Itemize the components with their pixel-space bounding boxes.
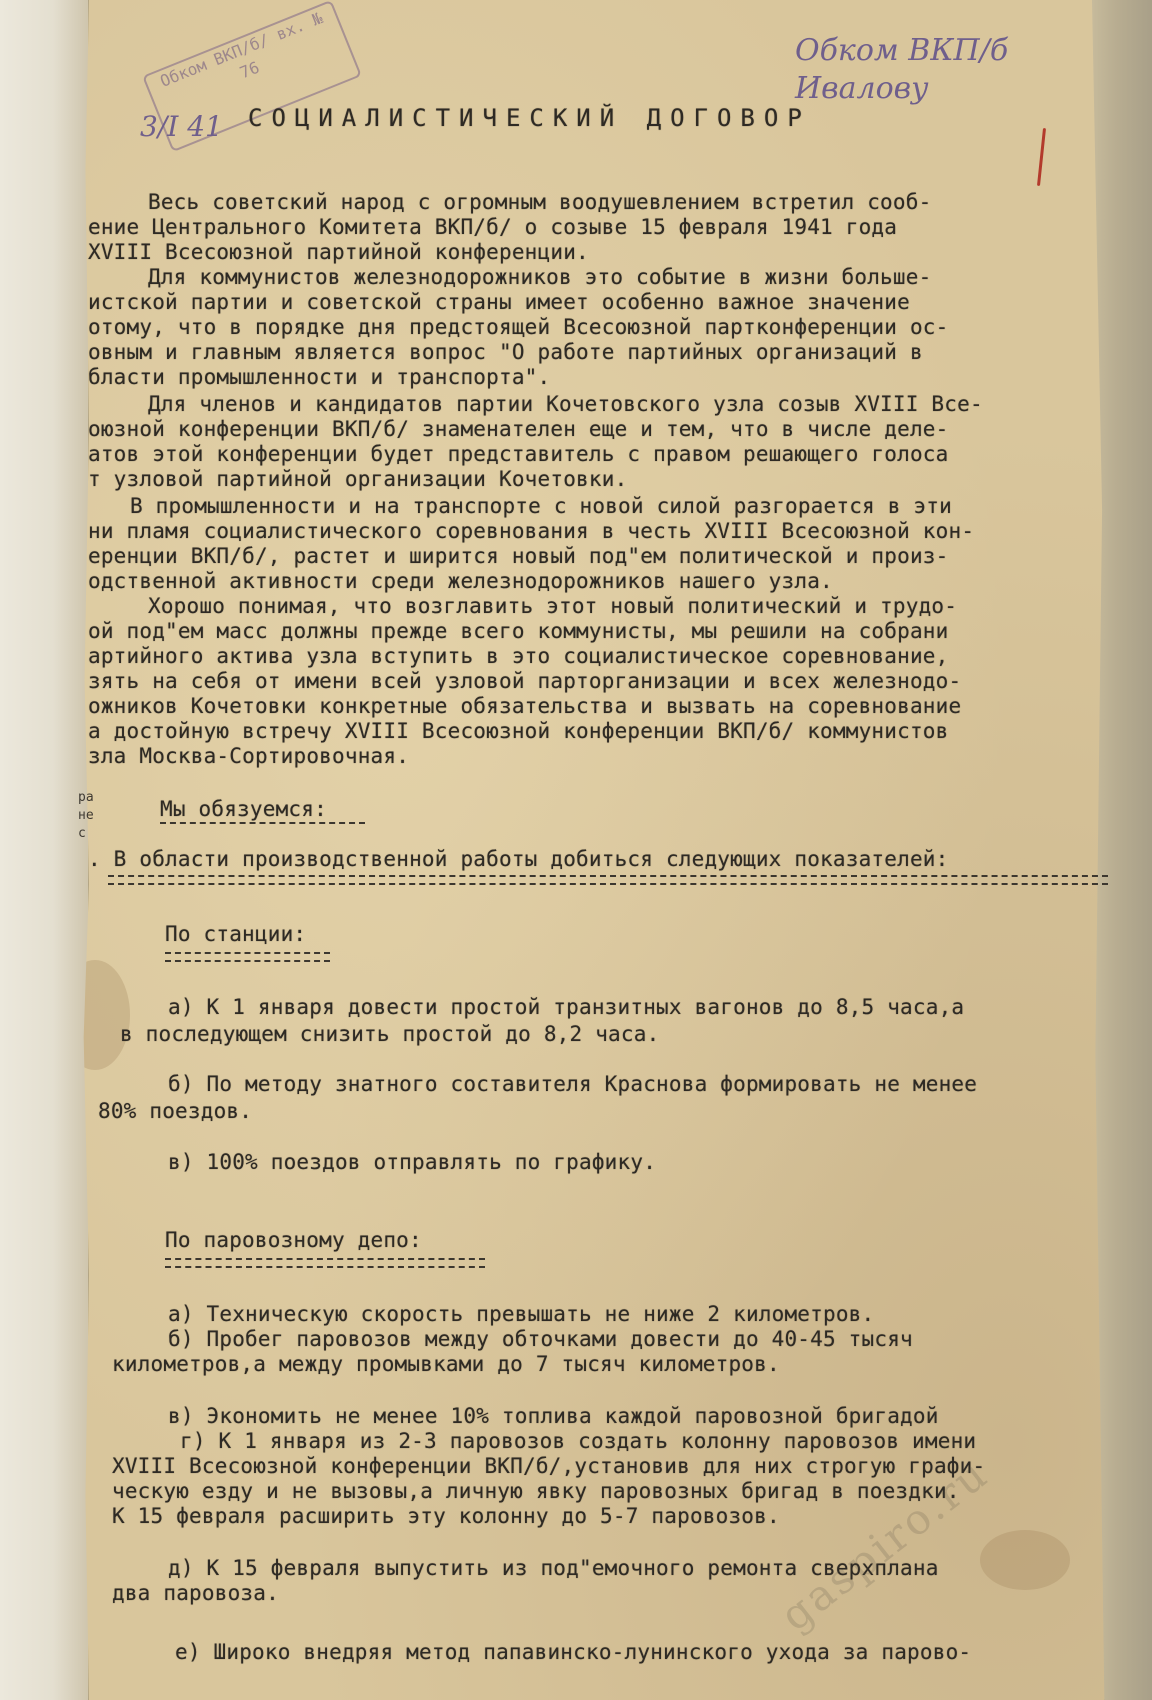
handwritten-number: 3/I 41 [140,110,223,143]
section-underline [108,875,1108,885]
obligation-heading: Мы обязуемся: [160,797,327,821]
text-line: Для коммунистов железнодорожников это событие в жизни больше- [148,265,932,289]
margin-fragment: ра [78,790,94,805]
text-line: ожников Кочетовки конкретные обязательства и вызвать на соревнование [88,694,962,718]
text-line: XVIII Всесоюзной конференции ВКП/б/,установив для них строгую графи- [112,1454,986,1478]
binding-strip [0,0,89,1700]
text-line: а) Техническую скорость превышать не ниже 2 километров. [168,1302,875,1326]
text-line: т узловой партийной организации Кочетовки. [88,467,628,491]
text-line: одственной активности среди железнодорожников нашего узла. [88,569,833,593]
text-line: еренции ВКП/б/, растет и ширится новый под"ем политической и произ- [88,544,949,568]
text-line: В промышленности и на транспорте с новой силой разгорается в эти [130,494,952,518]
text-line: в последующем снизить простой до 8,2 часа. [120,1022,660,1046]
depot-heading: По паровозному депо: [165,1228,422,1252]
text-line: XVIII Всесоюзной партийной конференции. [88,240,589,264]
text-line: в) 100% поездов отправлять по графику. [168,1150,657,1174]
text-line: Весь советский народ с огромным воодушевлением встретил сооб- [148,190,932,214]
text-line: К 15 февраля расширить эту колонну до 5-7 паровозов. [112,1504,780,1528]
text-line: артийного актива узла вступить в это социалистическое соревнование, [88,644,949,668]
text-line: а) К 1 января довести простой транзитных вагонов до 8,5 часа,а [168,995,965,1019]
margin-fragment: не [78,808,94,823]
section-heading: . В области производственной работы добиться следующих показателей: [88,847,949,871]
handwritten-header: Обком ВКП/б Ивалову [795,33,1009,106]
registration-stamp: Обком ВКП/б/ вх. № 76 [142,0,362,152]
text-line: бласти промышленности и транспорта". [88,365,551,389]
text-line: в) Экономить не менее 10% топлива каждой паровозной бригадой [168,1404,939,1428]
margin-fragment: с [78,826,86,841]
text-line: б) Пробег паровозов между обточками довести до 40-45 тысяч [168,1327,913,1351]
text-line: два паровоза. [112,1581,279,1605]
text-line: километров,а между промывками до 7 тысяч километров. [112,1352,780,1376]
depot-underline [165,1258,485,1268]
text-line: Хорошо понимая, что возглавить этот новый политический и трудо- [148,594,958,618]
text-line: ческую езду и не вызовы,а личную явку паровозных бригад в поездки. [112,1479,960,1503]
text-line: овным и главным является вопрос "О работе партийных организаций в [88,340,923,364]
text-line: отому, что в порядке дня предстоящей Всесоюзной партконференции ос- [88,315,949,339]
station-heading: По станции: [165,922,307,946]
text-line: атов этой конференции будет представитель с правом решающего голоса [88,442,949,466]
text-line: оюзной конференции ВКП/б/ знаменателен еще и тем, что в числе деле- [88,417,949,441]
text-line: 80% поездов. [98,1099,253,1123]
text-line: б) По методу знатного составителя Краснова формировать не менее [168,1072,978,1096]
text-line: а достойную встречу XVIII Всесоюзной конференции ВКП/б/ коммунистов [88,719,949,743]
text-line: Для членов и кандидатов партии Кочетовского узла созыв XVIII Все- [148,392,983,416]
text-line: г) К 1 января из 2-3 паровозов создать колонну паровозов имени [180,1429,977,1453]
text-line: е) Широко внедряя метод папавинско-лунинского ухода за парово- [175,1640,972,1664]
text-line: ни пламя социалистического соревнования в честь XVIII Всесоюзной кон- [88,519,975,543]
text-line: ой под"ем масс должны прежде всего коммунисты, мы решили на собрани [88,619,949,643]
text-line: зла Москва-Сортировочная. [88,744,410,768]
watermark: gaspiro.ru [771,1448,998,1641]
text-line: зять на себя от имени всей узловой парторганизации и всех железнодо- [88,669,962,693]
paper-stain [980,1530,1070,1590]
station-underline [165,952,330,962]
document-title: СОЦИАЛИСТИЧЕСКИЙ ДОГОВОР [248,104,811,132]
heading-underline [160,822,365,830]
text-line: д) К 15 февраля выпустить из под"емочного ремонта сверхплана [168,1556,939,1580]
text-line: истской партии и советской страны имеет особенно важное значение [88,290,910,314]
text-line: ение Центрального Комитета ВКП/б/ о созыве 15 февраля 1941 года [88,215,898,239]
